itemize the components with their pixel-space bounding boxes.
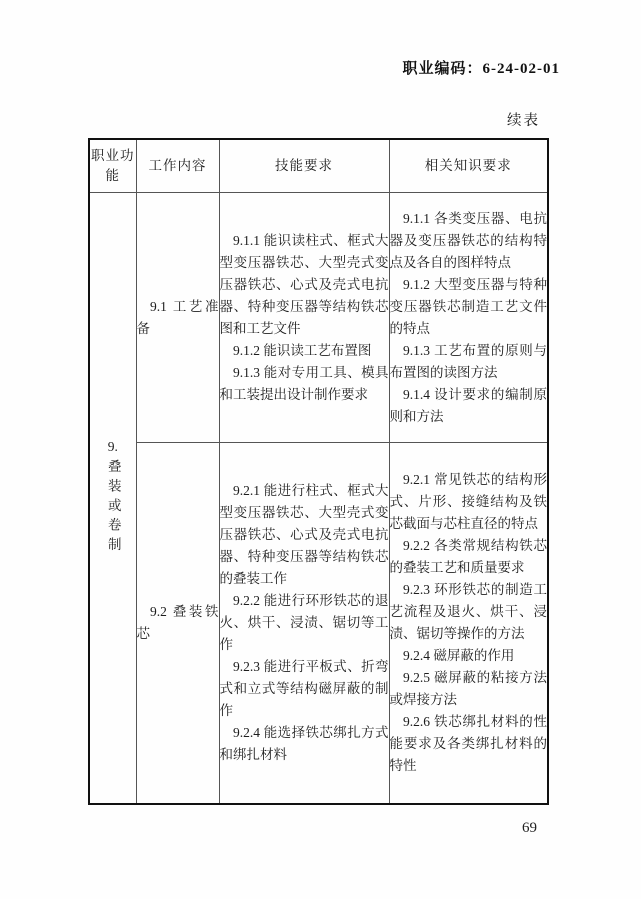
knowledge-cell-9-1	[389, 193, 548, 443]
skill-item: 9.2.3 能进行平板式、折弯式和立式等结构磁屏蔽的制作	[219, 659, 389, 718]
knowledge-item: 9.1.4 设计要求的编制原则和方法	[389, 386, 547, 424]
skill-item: 9.2.1 能进行柱式、框式大型变压器铁芯、大型壳式变压器铁芯、心式及壳式电抗器、特种变压器等结构铁芯的叠装工作	[219, 483, 389, 586]
knowledge-item: 9.2.1 常见铁芯的结构形式、片形、接缝结构及铁芯截面与芯柱直径的特点	[389, 472, 547, 531]
work-content-text: 9.2 叠装铁芯	[136, 604, 219, 641]
skill-item: 9.1.2 能识读工艺布置图	[233, 342, 372, 358]
header-work-content: 工作内容	[136, 139, 219, 193]
occupational-standard-table	[88, 138, 549, 805]
header-skill-requirements: 技能要求	[219, 139, 389, 193]
function-group-cell	[89, 193, 136, 805]
work-content-cell-9-2	[136, 443, 219, 805]
knowledge-item: 9.2.2 各类常规结构铁芯的叠装工艺和质量要求	[389, 538, 547, 575]
skills-cell-9-1	[219, 193, 389, 443]
table-row-9-1	[89, 193, 548, 443]
knowledge-item: 9.2.6 铁芯绑扎材料的性能要求及各类绑扎材料的特性	[389, 714, 547, 773]
skill-item: 9.2.2 能进行环形铁芯的退火、烘干、浸渍、锯切等工作	[219, 593, 389, 652]
knowledge-cell-9-2	[389, 443, 548, 805]
table-header-row	[89, 139, 548, 193]
knowledge-item: 9.1.2 大型变压器与特种变压器铁芯制造工艺文件的特点	[389, 276, 547, 336]
knowledge-item: 9.1.3 工艺布置的原则与布置图的读图方法	[389, 342, 547, 380]
function-number: 9.	[107, 439, 118, 455]
knowledge-item: 9.2.4 磁屏蔽的作用	[403, 648, 515, 663]
skill-item: 9.1.3 能对专用工具、模具和工装提出设计制作要求	[219, 364, 389, 402]
knowledge-item: 9.2.5 磁屏蔽的粘接方法或焊接方法	[389, 670, 547, 707]
skills-cell-9-2	[219, 443, 389, 805]
continued-table-label: 续表	[507, 113, 540, 129]
knowledge-item: 9.2.3 环形铁芯的制造工艺流程及退火、烘干、浸渍、锯切等操作的方法	[389, 582, 547, 641]
header-occupational-function: 职业功能	[89, 139, 136, 193]
skill-item: 9.1.1 能识读柱式、框式大型变压器铁芯、大型壳式变压器铁芯、心式及壳式电抗器、特种变压器等结构铁芯图和工艺文件	[219, 232, 389, 336]
function-name: 叠装或卷制	[105, 459, 121, 557]
knowledge-item: 9.1.1 各类变压器、电抗器及变压器铁芯的结构特点及各自的图样特点	[389, 210, 547, 270]
table-row-9-2	[89, 443, 548, 805]
page-number: 69	[522, 820, 537, 836]
skill-item: 9.2.4 能选择铁芯绑扎方式和绑扎材料	[219, 725, 389, 762]
header-knowledge-requirements: 相关知识要求	[389, 139, 548, 193]
occupation-code-label: 职业编码：6-24-02-01	[402, 61, 560, 77]
work-content-cell-9-1	[136, 193, 219, 443]
vertical-function-label	[103, 439, 123, 557]
work-content-text: 9.1 工艺准备	[136, 298, 219, 336]
